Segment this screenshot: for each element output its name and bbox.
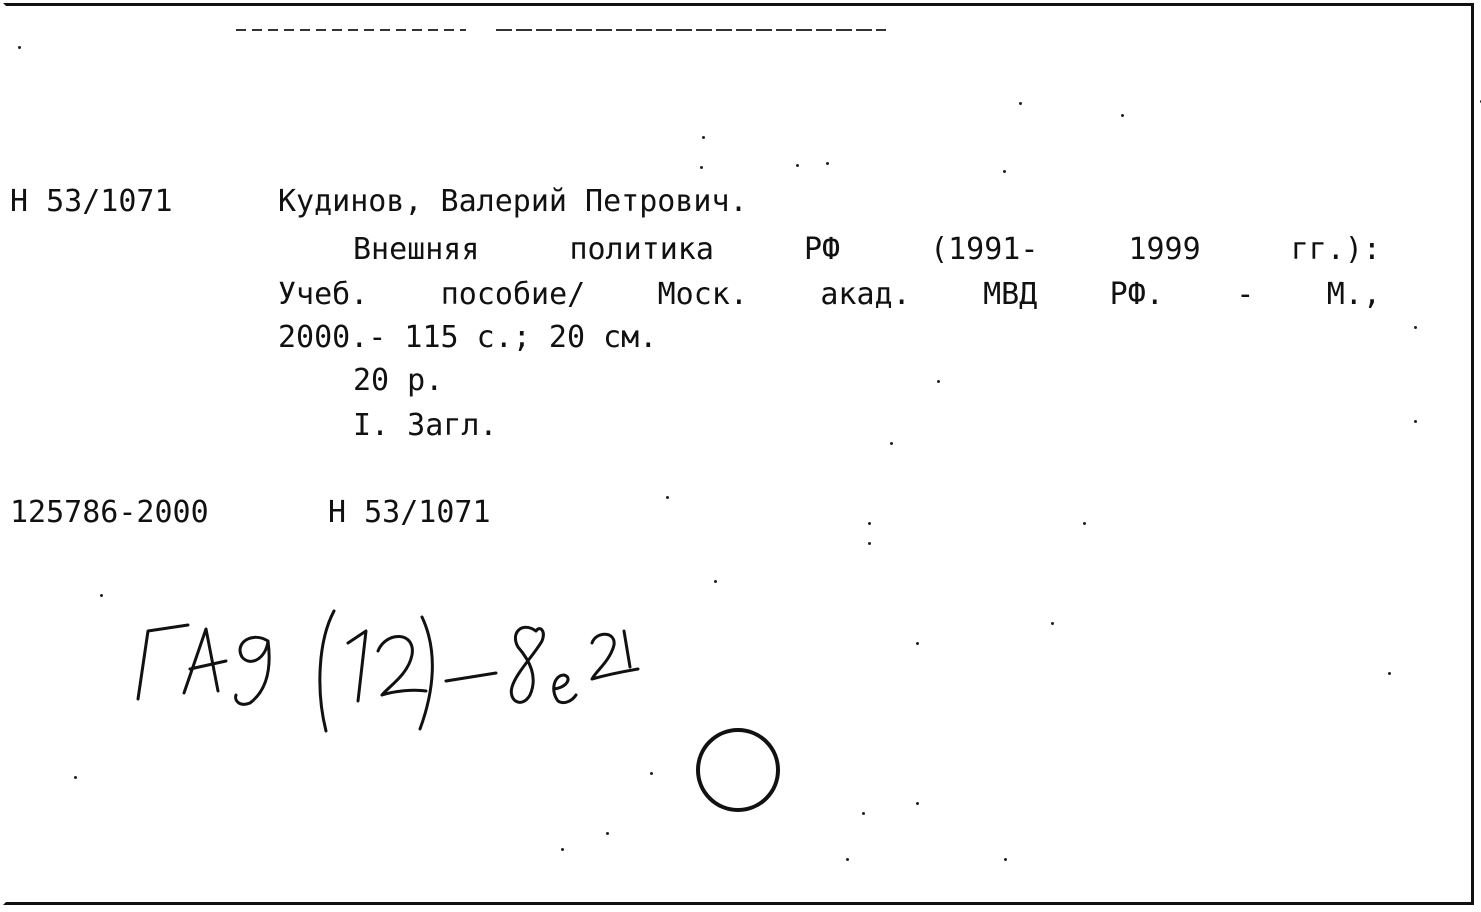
- title-word: гг.):: [1290, 232, 1381, 267]
- speck: [666, 496, 669, 499]
- catalog-card: [3, 3, 1474, 905]
- speck: [1051, 622, 1054, 625]
- imprint-word: Учеб.: [278, 277, 369, 312]
- imprint-line: [278, 277, 1381, 312]
- speck: [916, 642, 919, 645]
- speck: [100, 594, 103, 597]
- speck: [650, 772, 653, 775]
- speck: [796, 164, 799, 167]
- imprint-word: -: [1236, 277, 1255, 312]
- speck: [702, 136, 705, 139]
- speck: [714, 580, 717, 583]
- title-word: политика: [569, 232, 714, 267]
- title-line: [353, 232, 1381, 267]
- speck: [1121, 114, 1124, 117]
- inventory-number: 125786-2000: [10, 495, 209, 530]
- shelf-mark: Н 53/1071: [10, 184, 173, 219]
- speck: [1414, 326, 1417, 329]
- speck: [1019, 102, 1022, 105]
- imprint-word: Моск.: [657, 277, 748, 312]
- title-word: РФ: [803, 232, 841, 267]
- imprint-word: МВД: [983, 277, 1038, 312]
- speck: [862, 812, 865, 815]
- speck: [868, 522, 871, 525]
- speck: [890, 442, 893, 445]
- imprint-word: акад.: [820, 277, 911, 312]
- imprint-word: М.,: [1326, 277, 1381, 312]
- speck: [561, 848, 564, 851]
- speck: [937, 380, 940, 383]
- top-rule: [236, 26, 896, 34]
- speck: [18, 46, 21, 49]
- speck: [916, 802, 919, 805]
- title-word: 1999: [1128, 232, 1201, 267]
- speck: [1388, 672, 1391, 675]
- speck: [700, 166, 703, 169]
- speck: [1083, 522, 1086, 525]
- speck: [1414, 420, 1417, 423]
- collation: 2000.- 115 с.; 20 см.: [278, 320, 658, 355]
- handwritten-note: [126, 591, 666, 751]
- title-word: (1991-: [930, 232, 1039, 267]
- speck: [846, 858, 849, 861]
- speck: [868, 542, 871, 545]
- speck: [74, 776, 77, 779]
- speck: [1003, 170, 1006, 173]
- title-word: Внешняя: [353, 232, 480, 267]
- speck: [1004, 858, 1007, 861]
- speck: [826, 162, 829, 165]
- tracing: I. Загл.: [353, 408, 498, 443]
- price: 20 р.: [353, 363, 444, 398]
- imprint-word: пособие/: [440, 277, 586, 312]
- author-heading: Кудинов, Валерий Петрович.: [278, 184, 748, 219]
- punch-hole: [696, 728, 780, 812]
- speck: [606, 832, 609, 835]
- imprint-word: РФ.: [1109, 277, 1164, 312]
- inventory-shelf-mark: Н 53/1071: [328, 495, 491, 530]
